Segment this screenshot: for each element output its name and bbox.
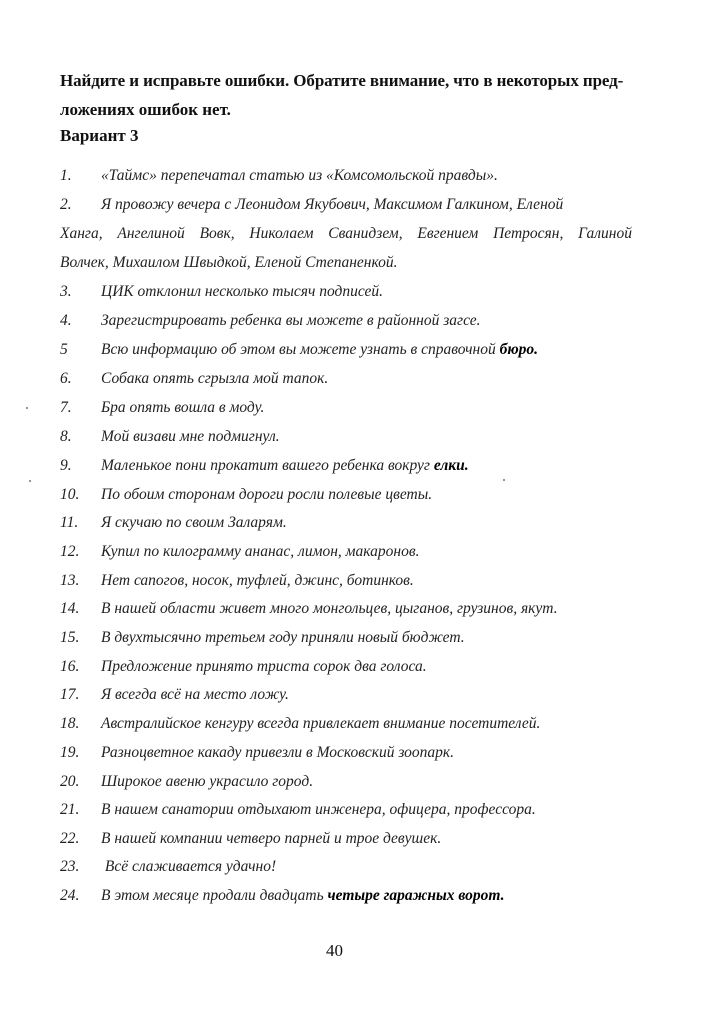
item-text: Предложение принято триста сорок два голоса. (101, 658, 427, 675)
item-number: 16. (60, 658, 80, 675)
item-text: Всю информацию об этом вы можете узнать в справочной (101, 341, 496, 358)
item-text: В этом месяце продали двадцать (101, 887, 324, 904)
scan-speck (503, 479, 505, 481)
item-text: Мой визави мне подмигнул. (101, 428, 280, 445)
item-number: 7. (60, 399, 72, 416)
item-text-bold: четыре гаражных ворот. (327, 887, 505, 904)
item-number: 11. (60, 514, 79, 531)
item-2-continuation-2: Волчек, Михаилом Швыдкой, Еленой Степаненкой. (60, 254, 398, 271)
item-number: 13. (60, 572, 80, 589)
item-text: В нашей области живет много монгольцев, цыганов, грузинов, якут. (101, 600, 558, 617)
item-number: 5 (60, 341, 68, 358)
item-number: 9. (60, 457, 72, 474)
item-text: Я всегда всё на место ложу. (101, 686, 289, 703)
scan-speck (26, 407, 28, 409)
item-text: Собака опять сгрызла мой тапок. (101, 370, 329, 387)
item-number: 21. (60, 801, 80, 818)
item-text: В нашей компании четверо парней и трое девушек. (101, 830, 442, 847)
item-text: Всё слаживается удачно! (101, 858, 277, 875)
item-number: 1. (60, 167, 72, 184)
item-text-wrap (101, 341, 538, 359)
item-number: 14. (60, 600, 80, 617)
page-number: 40 (326, 941, 343, 960)
item-number: 24. (60, 887, 80, 904)
item-number: 8. (60, 428, 72, 445)
item-number: 22. (60, 830, 80, 847)
item-text-wrap (101, 887, 504, 905)
item-text: Зарегистрировать ребенка вы можете в районной загсе. (101, 312, 481, 329)
item-number: 6. (60, 370, 72, 387)
item-number: 23. (60, 858, 80, 875)
item-number: 12. (60, 543, 80, 560)
item-text: ЦИК отклонил несколько тысяч подписей. (101, 283, 384, 300)
item-text: Широкое авеню украсило город. (101, 773, 314, 790)
instructions-line-2: ложениях ошибок нет. (60, 100, 231, 119)
item-number: 4. (60, 312, 72, 329)
item-text-bold: елки. (433, 457, 469, 474)
item-number: 2. (60, 196, 72, 213)
item-2-continuation-1: Ханга, Ангелиной Вовк, Николаем Сванидзем, Евгением Петросян, Галиной (60, 225, 632, 242)
item-text: Маленькое пони прокатит вашего ребенка вокруг (101, 457, 430, 474)
item-text: Я провожу вечера с Леонидом Якубович, Максимом Галкином, Еленой (101, 196, 564, 213)
item-number: 19. (60, 744, 80, 761)
item-text: Бра опять вошла в моду. (101, 399, 265, 416)
item-number: 10. (60, 486, 80, 503)
item-text: «Таймс» перепечатал статью из «Комсомольской правды». (101, 167, 498, 184)
item-text: Разноцветное какаду привезли в Московский зоопарк. (101, 744, 455, 761)
item-text: Австралийское кенгуру всегда привлекает внимание посетителей. (101, 715, 541, 732)
variant-heading: Вариант 3 (60, 126, 139, 145)
instructions-line-1: Найдите и исправьте ошибки. Обратите внимание, что в некоторых пред- (60, 71, 624, 90)
item-number: 15. (60, 629, 80, 646)
item-text-wrap (101, 457, 469, 475)
item-number: 17. (60, 686, 80, 703)
item-text: Нет сапогов, носок, туфлей, джинс, ботинков. (101, 572, 414, 589)
item-text-bold: бюро. (499, 341, 539, 358)
item-text: В нашем санатории отдыхают инженера, офицера, профессора. (101, 801, 536, 818)
item-text: Купил по килограмму ананас, лимон, макаронов. (101, 543, 420, 560)
scan-speck (29, 480, 31, 482)
item-text: В двухтысячно третьем году приняли новый бюджет. (101, 629, 465, 646)
item-text: Я скучаю по своим Заларям. (101, 514, 287, 531)
item-text: По обоим сторонам дороги росли полевые цветы. (101, 486, 433, 503)
item-number: 18. (60, 715, 80, 732)
item-number: 20. (60, 773, 80, 790)
item-number: 3. (60, 283, 72, 300)
